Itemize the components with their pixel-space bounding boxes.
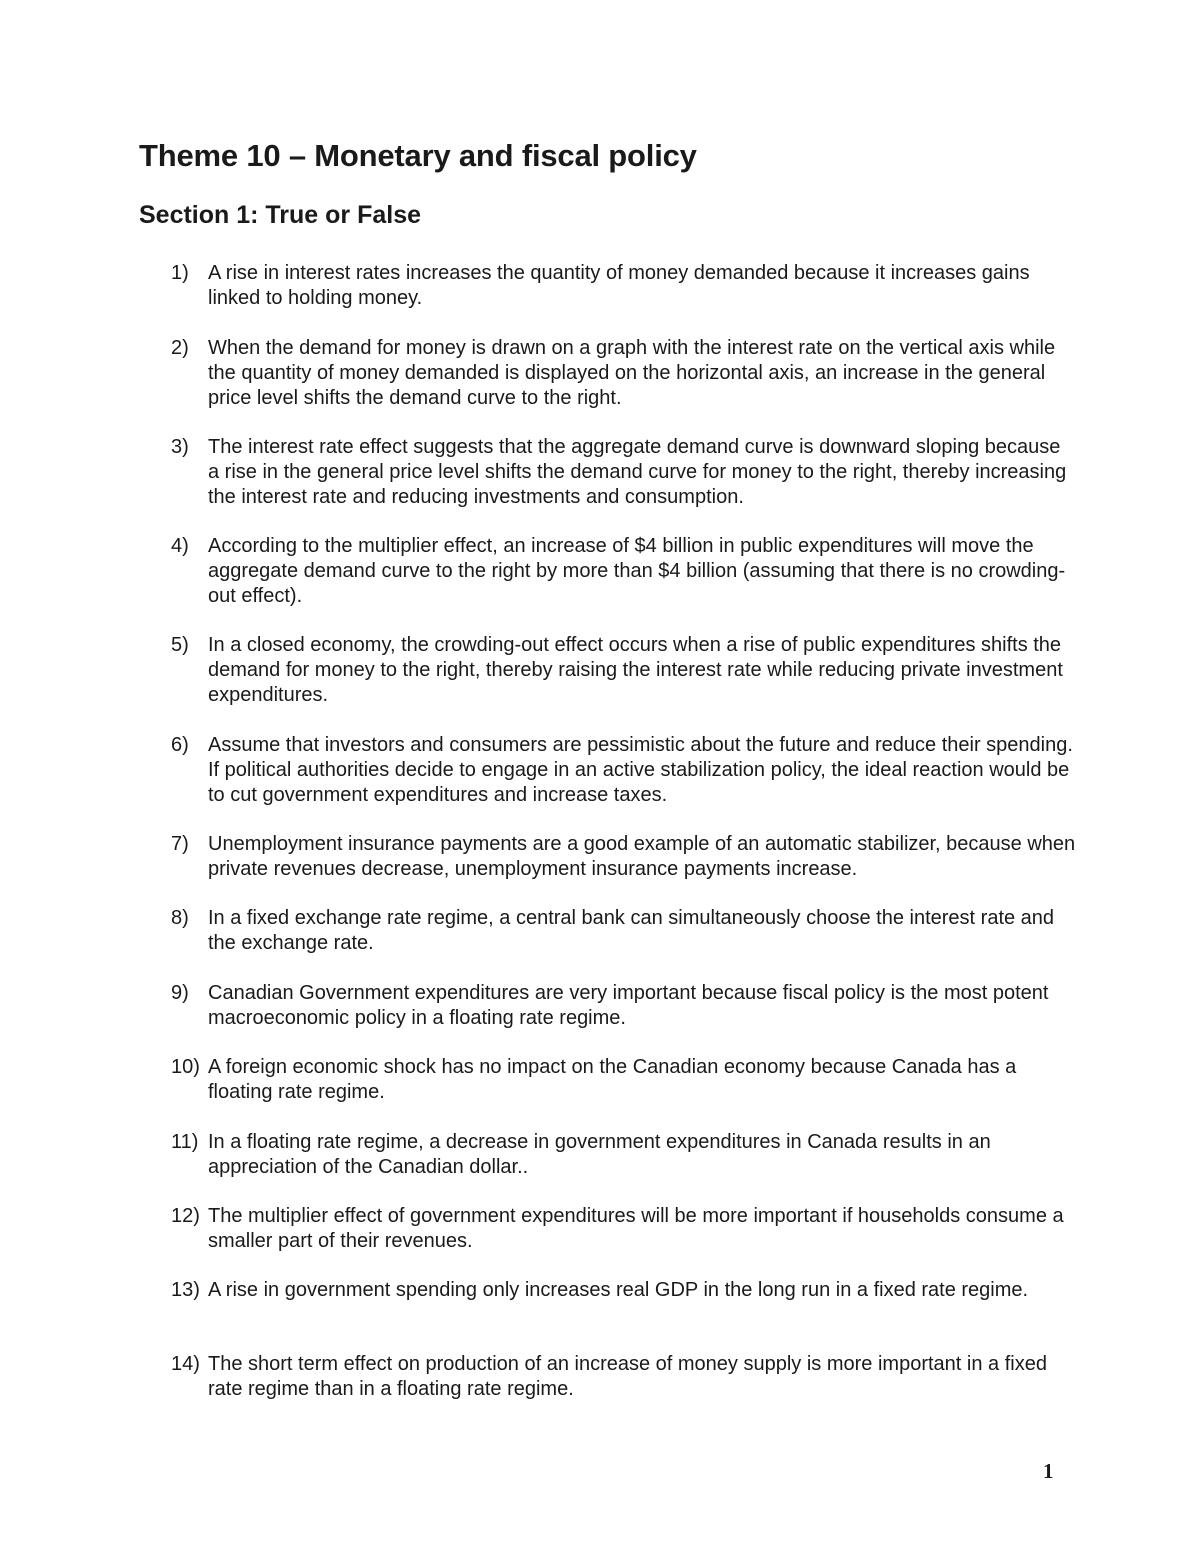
- question-number: 8): [171, 907, 189, 929]
- question-item: [171, 981, 1076, 1031]
- question-text: A rise in interest rates increases the quantity of money demanded because it increases gains linked to holding money.: [208, 262, 1030, 309]
- question-item: [171, 1055, 1076, 1105]
- question-item: [171, 1204, 1076, 1254]
- question-text: A rise in government spending only increases real GDP in the long run in a fixed rate regime.: [208, 1279, 1029, 1301]
- section-heading: Section 1: True or False: [139, 201, 422, 229]
- question-text: The multiplier effect of government expenditures will be more important if households consume a smaller part of their revenues.: [208, 1205, 1064, 1252]
- question-text: The short term effect on production of an increase of money supply is more important in a fixed rate regime than in a floating rate regime.: [208, 1353, 1047, 1400]
- question-number: 2): [171, 337, 189, 359]
- question-number: 13): [171, 1279, 200, 1301]
- question-text: The interest rate effect suggests that the aggregate demand curve is downward sloping because a rise in the general price level shifts the demand curve for money to the right, thereby increasing the interest rate and reducing investments and consumption.: [208, 436, 1067, 508]
- question-text: Assume that investors and consumers are pessimistic about the future and reduce their spending. If political authorities decide to engage in an active stabilization policy, the ideal reaction would be to cut government expenditures and increase taxes.: [208, 734, 1073, 806]
- question-item: [171, 733, 1076, 807]
- question-text: In a floating rate regime, a decrease in government expenditures in Canada results in an appreciation of the Canadian dollar..: [208, 1131, 991, 1178]
- question-number: 12): [171, 1205, 200, 1227]
- question-number: 3): [171, 436, 189, 458]
- question-item: [171, 435, 1076, 509]
- page-title: Theme 10 – Monetary and fiscal policy: [139, 138, 697, 173]
- question-item: [171, 906, 1076, 956]
- question-number: 6): [171, 734, 189, 756]
- question-number: 4): [171, 535, 189, 557]
- question-item: [171, 261, 1076, 311]
- question-text: In a closed economy, the crowding-out effect occurs when a rise of public expenditures shifts the demand for money to the right, thereby raising the interest rate while reducing private investment expenditures.: [208, 634, 1063, 706]
- question-number: 11): [171, 1131, 199, 1153]
- question-item: [171, 832, 1076, 882]
- question-item: [171, 1130, 1076, 1180]
- page-number: 1: [1043, 1459, 1054, 1483]
- question-text: In a fixed exchange rate regime, a central bank can simultaneously choose the interest rate and the exchange rate.: [208, 907, 1055, 954]
- question-number: 5): [171, 634, 189, 656]
- question-text: Canadian Government expenditures are very important because fiscal policy is the most potent macroeconomic policy in a floating rate regime.: [208, 982, 1049, 1029]
- question-number: 1): [171, 262, 189, 284]
- question-number: 7): [171, 833, 189, 855]
- question-text: Unemployment insurance payments are a good example of an automatic stabilizer, because when private revenues decrease, unemployment insurance payments increase.: [208, 833, 1076, 880]
- question-item: [171, 633, 1076, 707]
- question-text: When the demand for money is drawn on a graph with the interest rate on the vertical axis while the quantity of money demanded is displayed on the horizontal axis, an increase in the general price level shifts the demand curve to the right.: [208, 337, 1056, 409]
- question-number: 9): [171, 982, 189, 1004]
- question-text: According to the multiplier effect, an increase of $4 billion in public expenditures will move the aggregate demand curve to the right by more than $4 billion (assuming that there is no crowding-out effect).: [208, 535, 1066, 607]
- question-item: [171, 534, 1076, 608]
- question-item: [171, 336, 1076, 410]
- question-item: [171, 1352, 1076, 1402]
- question-number: 10): [171, 1056, 200, 1078]
- question-item: [171, 1278, 1076, 1303]
- question-number: 14): [171, 1353, 200, 1375]
- question-text: A foreign economic shock has no impact on the Canadian economy because Canada has a floating rate regime.: [208, 1056, 1017, 1103]
